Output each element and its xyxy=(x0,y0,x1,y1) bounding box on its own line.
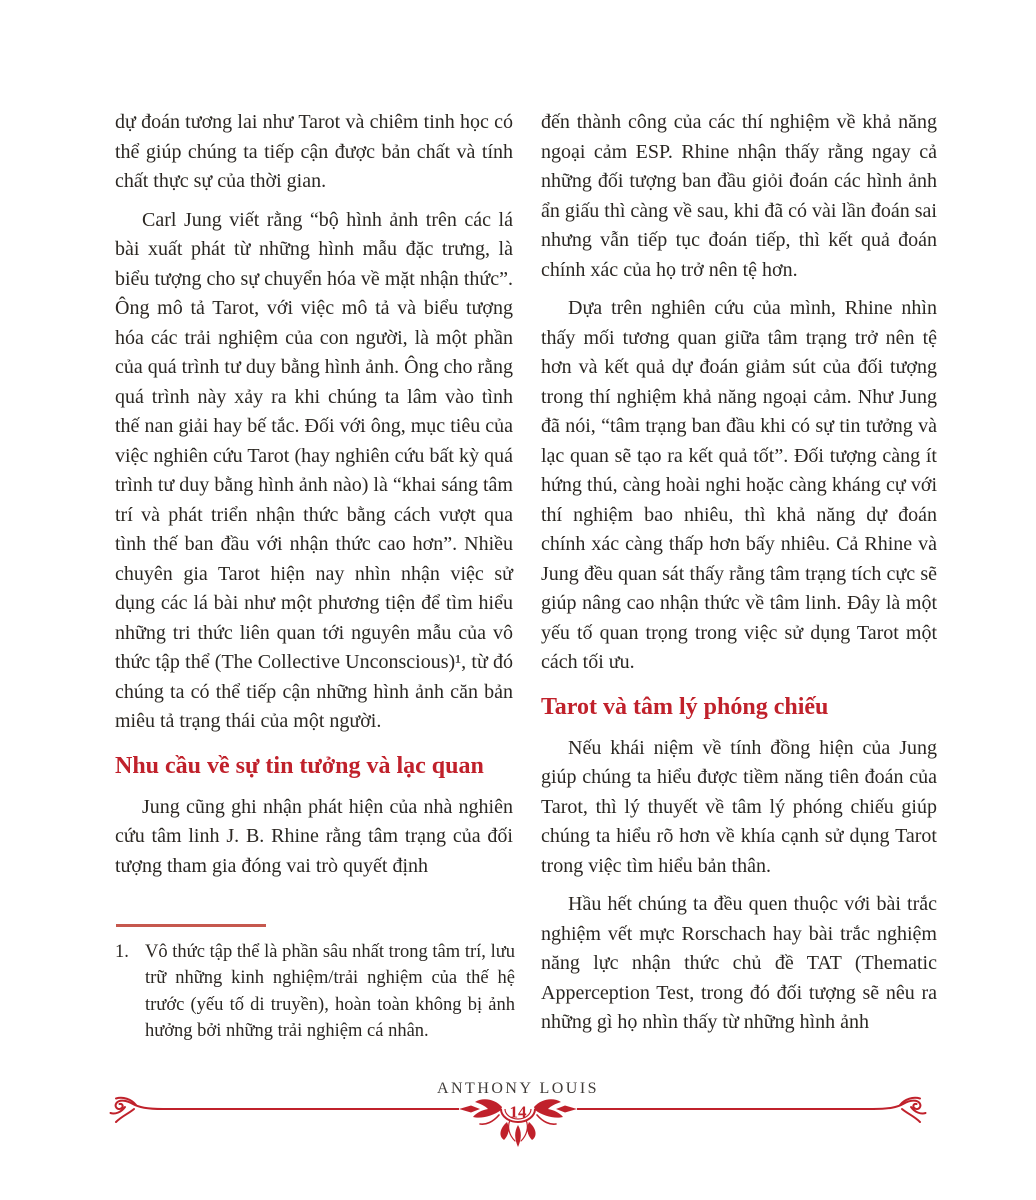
section-heading: Nhu cầu về sự tin tưởng và lạc quan xyxy=(115,752,484,779)
section-heading: Tarot và tâm lý phóng chiếu xyxy=(541,693,829,720)
flourish-right-icon xyxy=(521,1098,926,1141)
page-number: 14 xyxy=(509,1102,527,1122)
paragraph: Carl Jung viết rằng “bộ hình ảnh trên các lá bài xuất phát từ những hình mẫu đặc trưng, là biểu tượng cho sự chuyển hóa về mặt nhận thức”. Ông mô tả Tarot, với việc mô tả và biểu tượng hóa các trải nghiệm của con người, là một phần của quá trình tư duy bằng hình ảnh. Ông cho rằng quá trình này xảy ra khi chúng ta lâm vào tình thế nan giải hay bế tắc. Đối với ông, mục tiêu của việc nghiên cứu Tarot (hay nghiên cứu bất kỳ quá trình tư duy bằng hình ảnh nào) là “khai sáng tâm trí và phát triển nhận thức bằng cách vượt qua tình thế ban đầu với nhận thức cao hơn”. Nhiều chuyên gia Tarot hiện nay nhìn nhận việc sử dụng các lá bài như một phương tiện để tìm hiểu những tri thức liên quan tới nguyên mẫu của vô thức tập thể (The Collective Unconscious)¹, từ đó chúng ta có thể tiếp cận những hình ảnh căn bản miêu tả trạng thái của một người. xyxy=(115,208,513,732)
right-column xyxy=(541,108,937,1047)
footnote-text: Vô thức tập thể là phần sâu nhất trong tâm trí, lưu trữ những kinh nghiệm/trải nghiệm của thế hệ trước (yếu tố di truyền), hoàn toàn không bị ảnh hưởng bởi những trải nghiệm cá nhân. xyxy=(145,941,515,1041)
paragraph: dự đoán tương lai như Tarot và chiêm tinh học có thể giúp chúng ta tiếp cận được bản chất và tính chất thực sự của thời gian. xyxy=(115,111,513,192)
paragraph: Dựa trên nghiên cứu của mình, Rhine nhìn thấy mối tương quan giữa tâm trạng trở nên tệ hơn và kết quả dự đoán giảm sút của đối tượng trong thí nghiệm khả năng ngoại cảm. Như Jung đã nói, “tâm trạng ban đầu khi có sự tin tưởng và lạc quan sẽ tạo ra kết quả tốt”. Đối tượng càng ít hứng thú, càng hoài nghi hoặc càng kháng cự với thí nghiệm bao nhiêu, thì khả năng dự đoán chính xác càng thấp hơn bấy nhiêu. Cả Rhine và Jung đều quan sát thấy rằng tâm trạng tích cực sẽ giúp nâng cao nhận thức về tâm linh. Đây là một yếu tố quan trọng trong việc sử dụng Tarot một cách tối ưu. xyxy=(541,297,937,673)
paragraph: Nếu khái niệm về tính đồng hiện của Jung giúp chúng ta hiểu được tiềm năng tiên đoán của Tarot, thì lý thuyết về tâm lý phóng chiếu giúp chúng ta hiểu rõ hơn về khía cạnh sử dụng Tarot trong việc tìm hiểu bản thân. xyxy=(541,736,937,877)
paragraph: Hầu hết chúng ta đều quen thuộc với bài trắc nghiệm vết mực Rorschach hay bài trắc nghiệm năng lực nhận thức chủ đề TAT (Thematic Apperception Test, trong đó đối tượng sẽ nêu ra những gì họ nhìn thấy từ những hình ảnh xyxy=(541,893,937,1033)
footnote xyxy=(115,924,515,1045)
footer-ornament xyxy=(103,1095,933,1165)
left-column xyxy=(115,108,513,890)
paragraph: Jung cũng ghi nhận phát hiện của nhà nghiên cứu tâm linh J. B. Rhine rằng tâm trạng của đối tượng tham gia đóng vai trò quyết định xyxy=(115,795,513,877)
footnote-divider xyxy=(116,924,266,927)
footnote-marker: 1. xyxy=(115,941,129,962)
paragraph: đến thành công của các thí nghiệm về khả năng ngoại cảm ESP. Rhine nhận thấy rằng ngay cả những đối tượng ban đầu giỏi đoán các hình ảnh ẩn giấu thì càng về sau, khi đã có vài lần đoán sai nhưng vẫn tiếp tục đoán tiếp, thì kết quả đoán chính xác của họ trở nên tệ hơn. xyxy=(541,111,937,281)
footer-author: ANTHONY LOUIS xyxy=(436,1080,600,1097)
footer-rule-ornament xyxy=(103,1095,933,1165)
footnote-item xyxy=(115,939,515,1045)
flourish-left-icon xyxy=(111,1098,516,1141)
